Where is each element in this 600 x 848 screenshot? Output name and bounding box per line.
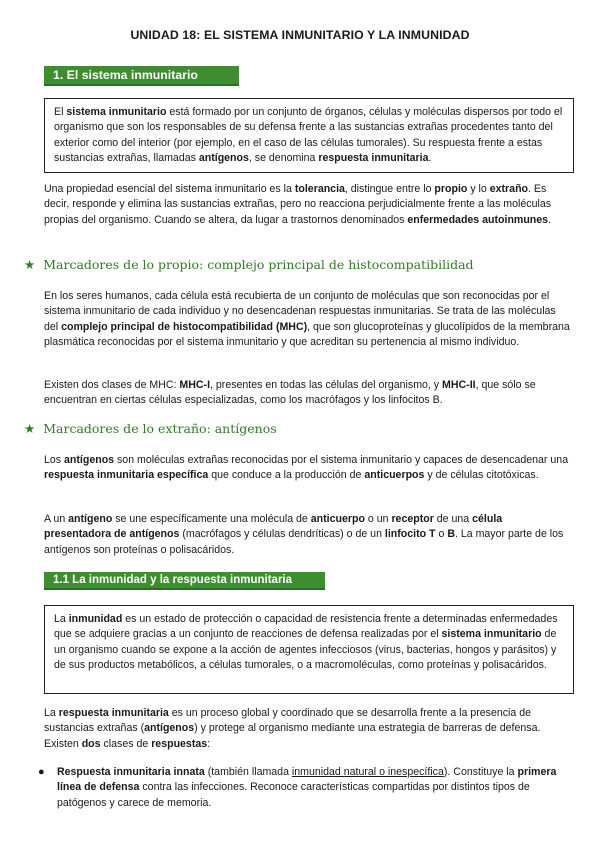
para3-term: MHC-I: [179, 379, 211, 391]
bullet-icon: ●: [38, 766, 45, 778]
para6-term: antígenos: [144, 722, 195, 735]
para5-term: receptor: [391, 513, 434, 525]
para4-text: son moléculas extrañas reconocidas por el sistema inmunitario y capaces de desencadenar una: [114, 454, 569, 466]
section-heading-sistema-inmunitario: 1. El sistema inmunitario: [44, 66, 239, 86]
para5-text: o un: [364, 513, 392, 525]
para6-term: respuestas: [151, 737, 208, 750]
para1-term: propio: [434, 183, 468, 195]
subheading-marcadores-extrano: [24, 421, 277, 436]
para5-text: de una: [433, 513, 473, 525]
para6-text: La: [44, 707, 59, 719]
bullet1-text: ). Constituye la: [443, 766, 518, 778]
subheading-text: Marcadores de lo extraño: antígenos: [43, 421, 277, 436]
box2-text: es un estado de protección o capacidad de resistencia frente a determinadas enfermedades que se adquiere gracias a un conjunto de reacciones de defensa realizadas por el: [54, 613, 558, 641]
para5-term: B: [447, 528, 455, 541]
para5-term: linfocito T: [384, 528, 436, 541]
paragraph-respuesta-inmunitaria: [44, 706, 572, 752]
para3-text: Existen dos clases de MHC:: [44, 379, 180, 391]
bullet1-text: (también llamada: [204, 766, 292, 778]
bullet1-text: contra las infecciones. Reconoce características compartidas por distintos tipos de patógenos y carece de memoria.: [57, 781, 530, 809]
paragraph-union-antigeno: [44, 512, 572, 558]
paragraph-antigenos: [44, 453, 572, 484]
box1-text: El: [54, 106, 67, 118]
paragraph-mhc: [44, 289, 572, 350]
subheading-marcadores-propio: [24, 257, 474, 272]
para1-term: enfermedades autoinmunes: [407, 213, 549, 226]
star-icon: ★: [24, 257, 36, 272]
para2-text: , que son glucoproteínas y glucolípidos de la membrana plasmática reconocidas por el sistema inmunitario y que acreditan su pertenencia al mismo individuo.: [44, 320, 570, 348]
paragraph-mhc-clases: [44, 378, 572, 409]
para5-text: A un: [44, 513, 69, 525]
box1-text: .: [428, 151, 432, 164]
para1-text: .: [548, 213, 552, 226]
para6-text: ) y protege al organismo mediante una estrategia de barreras de defensa. Existen: [44, 722, 541, 750]
para4-term: respuesta inmunitaria específica: [44, 469, 209, 482]
para4-text: que conduce a la producción de: [208, 469, 365, 482]
box1-term: antígenos: [198, 151, 249, 164]
box1-term: respuesta inmunitaria: [318, 151, 429, 164]
para4-text: Los: [44, 454, 65, 466]
para5-text: . La mayor parte de los antígenos son proteínas o polisacáridos.: [44, 528, 564, 556]
para1-text: y lo: [467, 183, 490, 195]
bullet1-term: primera línea de defensa: [57, 766, 557, 794]
para6-text: :: [207, 737, 211, 750]
definition-box-inmunidad: [44, 605, 574, 694]
para1-term: extraño: [489, 183, 529, 195]
definition-box-sistema-inmunitario: [44, 98, 574, 173]
para5-text: (macrófagos y células dendríticas) o de un: [179, 528, 385, 541]
para1-term: tolerancia: [294, 183, 345, 195]
page-title: UNIDAD 18: EL SISTEMA INMUNITARIO Y LA INMUNIDAD: [130, 28, 470, 42]
section-heading-inmunidad: 1.1 La inmunidad y la respuesta inmunitaria: [44, 572, 325, 590]
box1-text: , se denomina: [248, 151, 319, 164]
box2-text: La: [54, 613, 69, 625]
para2-text: En los seres humanos, cada célula está recubierta de un conjunto de moléculas que son reconocidas por el sistema inmunitario de cada individuo y no desencadenan respuestas inmunitarias. Se trata de las moléculas del: [44, 290, 556, 333]
para4-text: y de células citotóxicas.: [424, 469, 539, 482]
para1-text: . Es decir, responde y elimina las sustancias extrañas, pero no reacciona perjudicialmente frente a las moléculas propias del organismo. Cuando se altera, da lugar a trastornos denominados: [44, 183, 552, 226]
box2-term: sistema inmunitario: [441, 628, 542, 641]
para1-text: Una propiedad esencial del sistema inmunitario es la: [44, 183, 295, 195]
para6-term: dos: [81, 737, 101, 750]
box1-term: sistema inmunitario: [66, 106, 167, 118]
star-icon: ★: [24, 421, 36, 436]
para2-term: complejo principal de histocompatibilidad (MHC): [61, 320, 308, 333]
para6-term: respuesta inmunitaria: [58, 707, 169, 719]
para6-text: es un proceso global y coordinado que se desarrolla frente a la presencia de sustancias extrañas (: [44, 707, 532, 735]
para5-text: se une específicamente una molécula de: [112, 513, 311, 525]
para5-term: antígeno: [68, 513, 113, 525]
para3-text: , que sólo se encuentran en ciertas células especializadas, como los macrófagos y los linfocitos B.: [44, 379, 536, 407]
box1-text: está formado por un conjunto de órganos, células y moléculas dispersos por todo el organismo que son los responsables de su defensa frente a las sustancias extrañas procedentes tanto del exterior como del interior (por ejemplo, en el caso de las células tumorales). Su respuesta frente a estas sustancias extrañas, llamadas: [54, 106, 563, 164]
bullet1-underlined: inmunidad natural o inespecífica: [291, 766, 444, 778]
para4-term: anticuerpos: [364, 469, 425, 482]
para3-term: MHC-II: [442, 379, 476, 391]
para5-term: anticuerpo: [310, 513, 365, 525]
para3-text: , presentes en todas las células del organismo, y: [210, 379, 443, 391]
bullet1-term: Respuesta inmunitaria innata: [57, 766, 205, 778]
para1-text: , distingue entre lo: [344, 183, 435, 195]
box2-text: de un organismo cuando se expone a la acción de agentes infecciosos (virus, bacterias, hongos y parásitos) y de sus productos metabólicos, a células tumorales, o a macromoléculas, como proteínas y polisacáridos.: [54, 628, 557, 671]
para5-text: o: [435, 528, 448, 541]
paragraph-tolerancia: [44, 182, 572, 228]
subheading-text: Marcadores de lo propio: complejo principal de histocompatibilidad: [43, 257, 474, 272]
para5-term: célula presentadora de antígenos: [44, 513, 503, 541]
box2-term: inmunidad: [68, 613, 123, 625]
para4-term: antígenos: [64, 454, 115, 466]
para6-text: clases de: [100, 737, 152, 750]
list-item-text: [57, 765, 572, 811]
